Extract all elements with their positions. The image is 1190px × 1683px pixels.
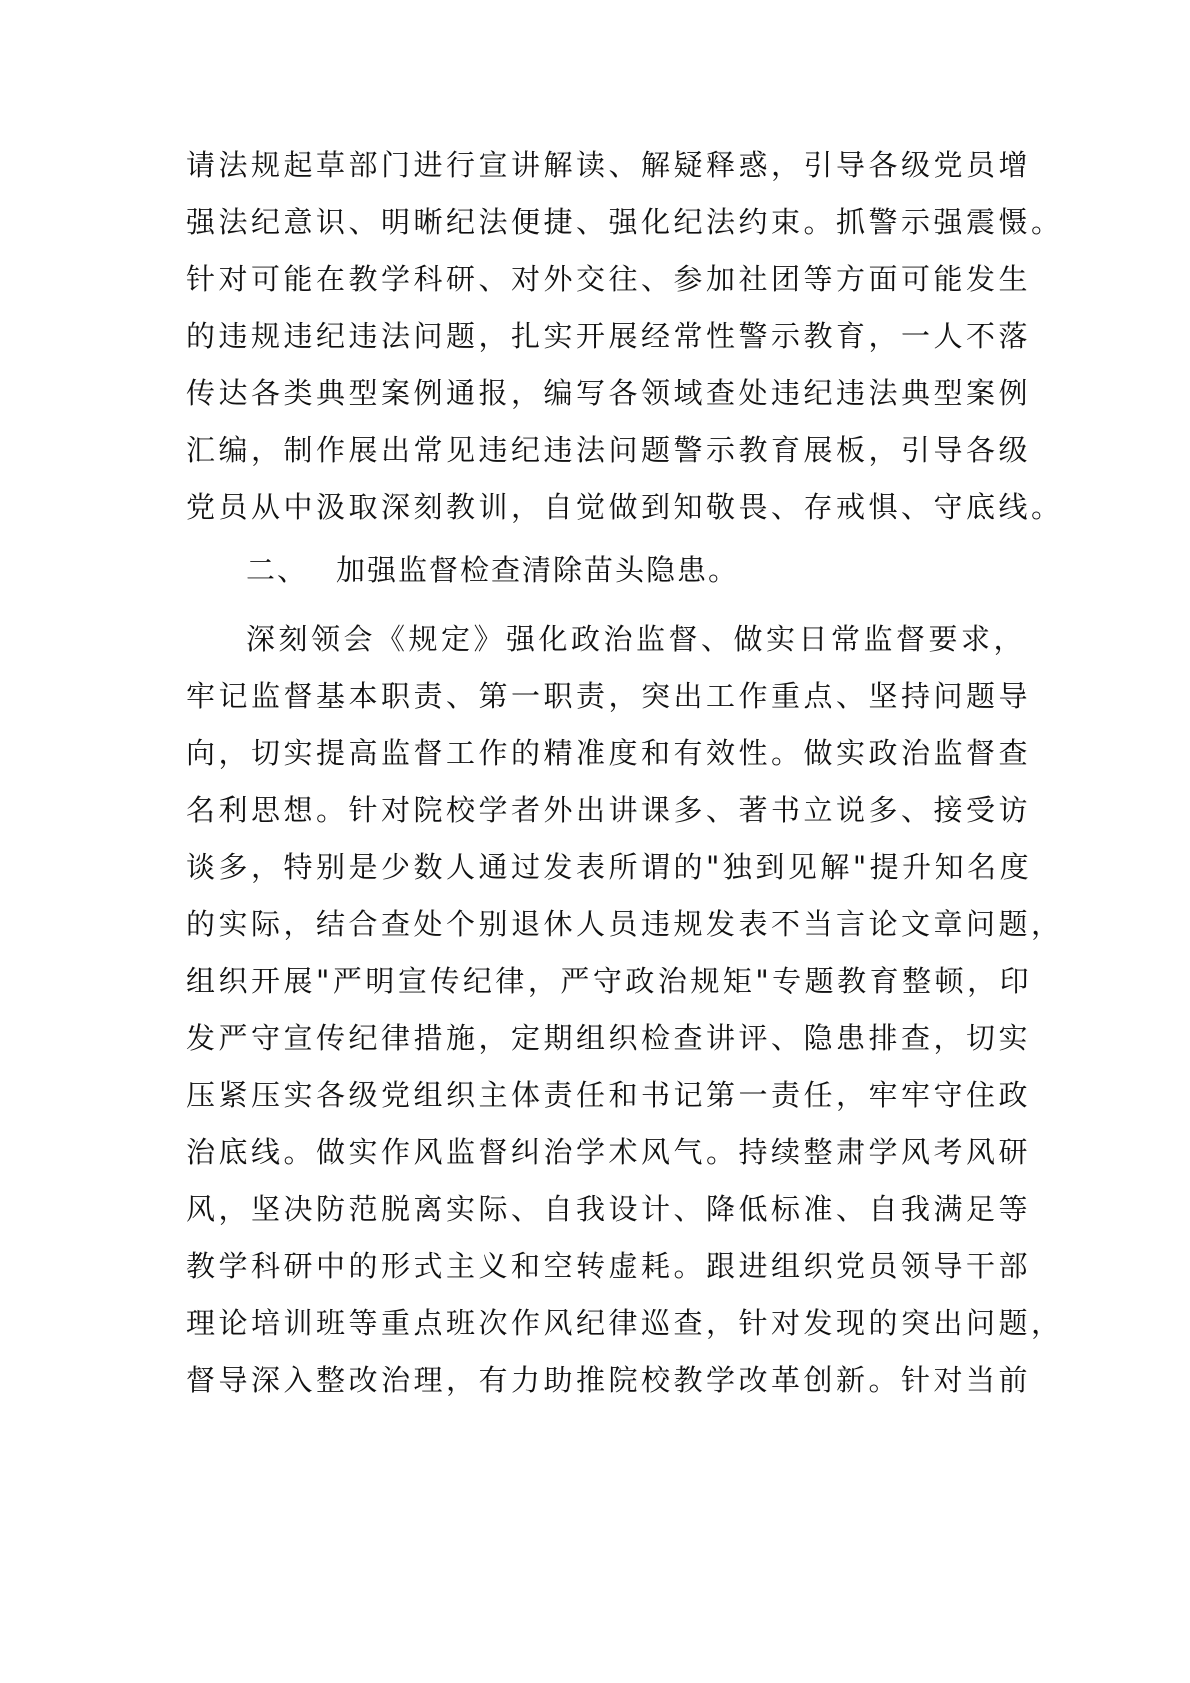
paragraph-1-line-4: 的违规违纪违法问题，扎实开展经常性警示教育，一人不落 bbox=[186, 319, 1032, 353]
paragraph-1-line-3: 针对可能在教学科研、对外交往、参加社团等方面可能发生 bbox=[186, 262, 1032, 296]
paragraph-1-line-7: 党员从中汲取深刻教训，自觉做到知敬畏、存戒惧、守底线。 bbox=[186, 490, 1064, 524]
paragraph-2-line-1: 深刻领会《规定》强化政治监督、做实日常监督要求， bbox=[246, 622, 1027, 656]
section-heading-number: 二、 bbox=[246, 553, 309, 587]
paragraph-1-line-2: 强法纪意识、明晰纪法便捷、强化纪法约束。抓警示强震慑。 bbox=[186, 205, 1064, 239]
paragraph-2-line-6: 的实际，结合查处个别退休人员违规发表不当言论文章问题， bbox=[186, 907, 1064, 941]
paragraph-2-line-9: 压紧压实各级党组织主体责任和书记第一责任，牢牢守住政 bbox=[186, 1078, 1032, 1112]
section-heading-text: 加强监督检查清除苗头隐患。 bbox=[336, 553, 740, 587]
paragraph-2-line-11: 风，坚决防范脱离实际、自我设计、降低标准、自我满足等 bbox=[186, 1192, 1032, 1226]
paragraph-2-line-8: 发严守宣传纪律措施，定期组织检查讲评、隐患排查，切实 bbox=[186, 1021, 1032, 1055]
paragraph-2-line-5: 谈多，特别是少数人通过发表所谓的"独到见解"提升知名度 bbox=[186, 850, 1033, 884]
paragraph-2-line-10: 治底线。做实作风监督纠治学术风气。持续整肃学风考风研 bbox=[186, 1135, 1032, 1169]
paragraph-2-line-13: 理论培训班等重点班次作风纪律巡查，针对发现的突出问题， bbox=[186, 1306, 1064, 1340]
section-heading-2 bbox=[246, 550, 739, 590]
paragraph-2-line-12: 教学科研中的形式主义和空转虚耗。跟进组织党员领导干部 bbox=[186, 1249, 1032, 1283]
paragraph-2-line-3: 向，切实提高监督工作的精准度和有效性。做实政治监督查 bbox=[186, 736, 1032, 770]
paragraph-1-line-5: 传达各类典型案例通报，编写各领域查处违纪违法典型案例 bbox=[186, 376, 1032, 410]
paragraph-2-line-7: 组织开展"严明宣传纪律，严守政治规矩"专题教育整顿，印 bbox=[186, 964, 1033, 998]
paragraph-1-line-1: 请法规起草部门进行宣讲解读、解疑释惑，引导各级党员增 bbox=[186, 148, 1032, 182]
paragraph-1-line-6: 汇编，制作展出常见违纪违法问题警示教育展板，引导各级 bbox=[186, 433, 1032, 467]
paragraph-2-line-2: 牢记监督基本职责、第一职责，突出工作重点、坚持问题导 bbox=[186, 679, 1032, 713]
paragraph-2-line-4: 名利思想。针对院校学者外出讲课多、著书立说多、接受访 bbox=[186, 793, 1032, 827]
paragraph-2-line-14: 督导深入整改治理，有力助推院校教学改革创新。针对当前 bbox=[186, 1363, 1032, 1397]
